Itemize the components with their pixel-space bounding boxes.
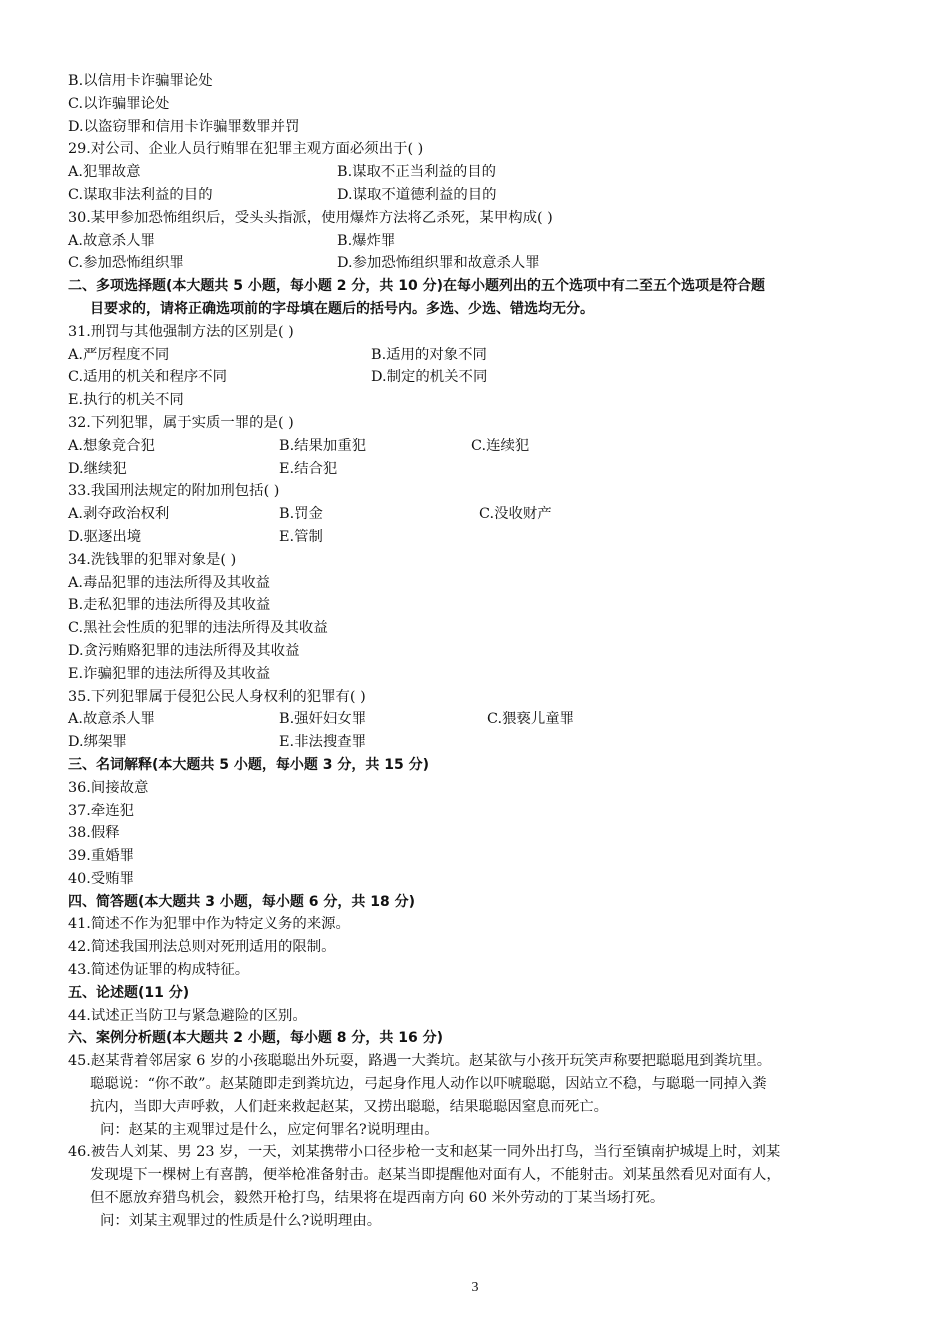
text-line — [68, 230, 898, 253]
text-line — [68, 184, 898, 207]
text-line: 44.试述正当防卫与紧急避险的区别。 — [68, 1007, 307, 1024]
option-text: D.驱逐出境 — [68, 528, 142, 545]
section-heading: 四、简答题(本大题共 3 小题，每小题 6 分，共 18 分) — [68, 893, 416, 910]
text-line: 31.刑罚与其他强制方法的区别是( ) — [68, 323, 294, 340]
text-line: C.黑社会性质的犯罪的违法所得及其收益 — [68, 620, 328, 637]
option-text: D.绑架罪 — [68, 734, 127, 751]
text-line: A.毒品犯罪的违法所得及其收益 — [68, 574, 271, 591]
text-line: 但不愿放弃猎鸟机会，毅然开枪打鸟，结果将在堤西南方向 60 米外劳动的丁某当场打死。 — [90, 1190, 665, 1207]
text-line: 39.重婚罪 — [68, 848, 135, 865]
text-line: 33.我国刑法规定的附加刑包括( ) — [68, 483, 280, 500]
option-text: C.没收财产 — [479, 506, 552, 523]
text-line: 36.间接故意 — [68, 779, 149, 796]
text-line — [68, 344, 898, 367]
section-heading: 二、多项选择题(本大题共 5 小题，每小题 2 分，共 10 分)在每小题列出的五个选项中有二至五个选项是符合题 — [68, 278, 766, 295]
section-heading: 五、论述题(11 分) — [68, 984, 190, 1001]
option-text: A.犯罪故意 — [68, 164, 141, 181]
text-line — [68, 526, 898, 549]
text-line — [68, 161, 898, 184]
text-line: 43.简述伪证罪的构成特征。 — [68, 962, 250, 979]
page-number: 3 — [471, 1280, 479, 1295]
option-text: D.制定的机关不同 — [371, 369, 488, 386]
option-text: D.参加恐怖组织罪和故意杀人罪 — [337, 255, 540, 272]
text-line: 37.牵连犯 — [68, 802, 135, 819]
option-text: A.严厉程度不同 — [68, 346, 170, 363]
option-text: B.适用的对象不同 — [371, 346, 487, 363]
option-text: A.故意杀人罪 — [68, 232, 155, 249]
option-text: E.结合犯 — [279, 460, 338, 477]
option-text: C.连续犯 — [471, 437, 530, 454]
text-line — [68, 252, 898, 275]
option-text: B.罚金 — [279, 506, 323, 523]
text-line — [68, 708, 898, 731]
text-line: 46.被告人刘某、男 23 岁，一天，刘某携带小口径步枪一支和赵某一同外出打鸟，当行至镇南护城堤上时，刘某 — [68, 1144, 781, 1161]
option-text: D.谋取不道德利益的目的 — [337, 186, 497, 203]
section-heading: 三、名词解释(本大题共 5 小题，每小题 3 分，共 15 分) — [68, 756, 430, 773]
option-text: C.猥亵儿童罪 — [487, 711, 575, 728]
text-line: 35.下列犯罪属于侵犯公民人身权利的犯罪有( ) — [68, 688, 366, 705]
text-line — [68, 458, 898, 481]
text-line: B.以信用卡诈骗罪论处 — [68, 73, 213, 89]
option-text: D.继续犯 — [68, 460, 127, 477]
text-line — [68, 503, 898, 526]
option-text: B.结果加重犯 — [279, 437, 367, 454]
option-text: B.谋取不正当利益的目的 — [337, 164, 497, 181]
section-heading: 六、案例分析题(本大题共 2 小题，每小题 8 分，共 16 分) — [68, 1030, 444, 1047]
option-text: B.强奸妇女罪 — [279, 711, 367, 728]
text-line: E.诈骗犯罪的违法所得及其收益 — [68, 665, 271, 682]
option-text: A.故意杀人罪 — [68, 711, 155, 728]
text-line: 42.简述我国刑法总则对死刑适用的限制。 — [68, 939, 336, 956]
option-text: C.适用的机关和程序不同 — [68, 369, 227, 386]
text-line — [68, 435, 898, 458]
text-line: D.以盗窃罪和信用卡诈骗罪数罪并罚 — [68, 118, 300, 135]
option-text: A.想象竞合犯 — [68, 437, 155, 454]
option-text: B.爆炸罪 — [337, 232, 396, 249]
text-line: 40.受贿罪 — [68, 870, 135, 887]
text-line: 聪聪说：“你不敢”。赵某随即走到粪坑边，弓起身作甩人动作以吓唬聪聪，因站立不稳，与聪聪一同掉入粪 — [90, 1076, 767, 1093]
text-line — [68, 366, 898, 389]
text-line: 问：赵某的主观罪过是什么，应定何罪名?说明理由。 — [100, 1121, 439, 1138]
text-line: B.走私犯罪的违法所得及其收益 — [68, 597, 271, 614]
text-line: 38.假释 — [68, 825, 120, 842]
text-line: 41.简述不作为犯罪中作为特定义务的来源。 — [68, 916, 350, 933]
text-line: 29.对公司、企业人员行贿罪在犯罪主观方面必须出于( ) — [68, 141, 424, 158]
text-line: 30.某甲参加恐怖组织后，受头头指派，使用爆炸方法将乙杀死，某甲构成( ) — [68, 209, 553, 226]
text-line: 45.赵某背着邻居家 6 岁的小孩聪聪出外玩耍，路遇一大粪坑。赵某欲与小孩开玩笑声称要把聪聪甩到粪坑里。 — [68, 1053, 772, 1070]
text-line: C.以诈骗罪论处 — [68, 95, 170, 112]
text-line: E.执行的机关不同 — [68, 392, 184, 409]
text-line: D.贪污贿赂犯罪的违法所得及其收益 — [68, 642, 300, 659]
text-line: 问：刘某主观罪过的性质是什么?说明理由。 — [100, 1212, 382, 1229]
option-text: A.剥夺政治权利 — [68, 506, 170, 523]
text-line: 抗内，当即大声呼救，人们赶来救起赵某，又捞出聪聪，结果聪聪因窒息而死亡。 — [90, 1098, 609, 1115]
option-text: C.参加恐怖组织罪 — [68, 255, 184, 272]
section-heading: 目要求的，请将正确选项前的字母填在题后的括号内。多选、少选、错选均无分。 — [90, 300, 594, 317]
text-line: 34.洗钱罪的犯罪对象是( ) — [68, 551, 237, 568]
document-body — [68, 70, 898, 1233]
option-text: E.管制 — [279, 528, 323, 545]
option-text: C.谋取非法利益的目的 — [68, 186, 213, 203]
text-line — [68, 731, 898, 754]
option-text: E.非法搜查罪 — [279, 734, 367, 751]
text-line: 32.下列犯罪，属于实质一罪的是( ) — [68, 414, 294, 431]
text-line: 发现堤下一棵树上有喜鹊，便举枪准备射击。赵某当即提醒他对面有人，不能射击。刘某虽然看见对面有人， — [90, 1167, 781, 1184]
